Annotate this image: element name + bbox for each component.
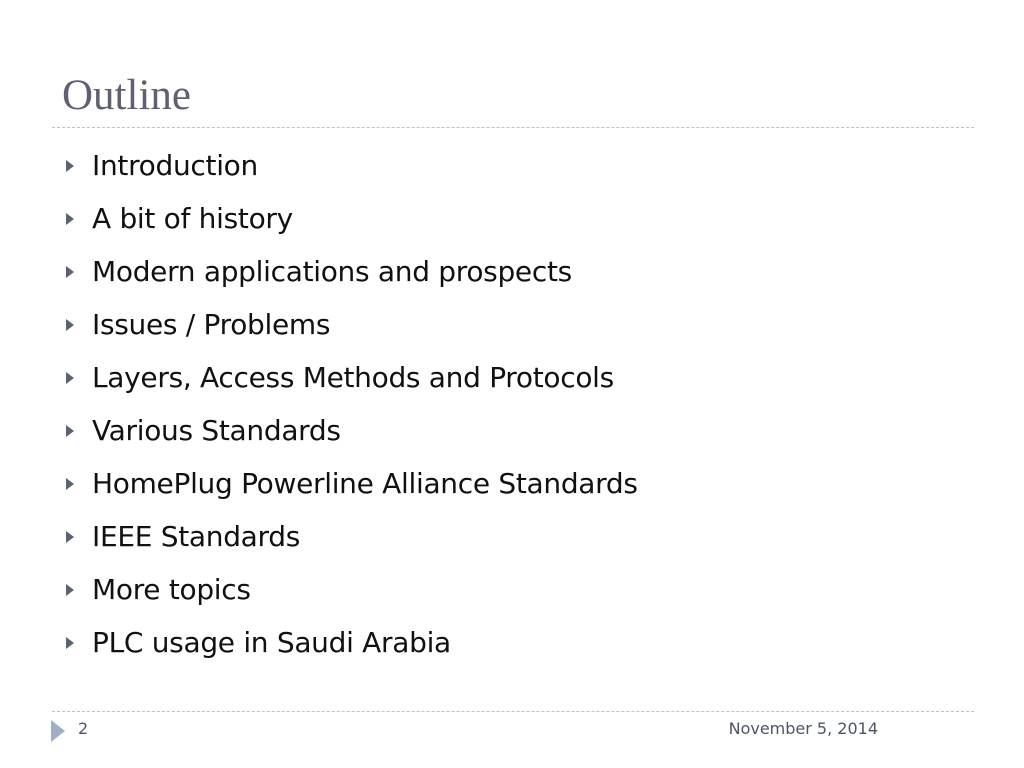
- bullet-text: Introduction: [92, 149, 258, 182]
- list-item: [62, 457, 638, 510]
- triangle-right-icon: [51, 720, 65, 742]
- triangle-right-icon: [66, 584, 74, 596]
- triangle-right-icon: [66, 372, 74, 384]
- bullet-text: IEEE Standards: [92, 520, 301, 553]
- bullet-text: Various Standards: [92, 414, 341, 447]
- bullet-text: HomePlug Powerline Alliance Standards: [92, 467, 638, 500]
- triangle-right-icon: [66, 266, 74, 278]
- list-item: [62, 298, 638, 351]
- triangle-right-icon: [66, 319, 74, 331]
- slide-date: November 5, 2014: [728, 719, 878, 738]
- list-item: [62, 351, 638, 404]
- list-item: [62, 563, 638, 616]
- bullet-text: Issues / Problems: [92, 308, 331, 341]
- bullet-text: A bit of history: [92, 202, 293, 235]
- bullet-text: More topics: [92, 573, 251, 606]
- triangle-right-icon: [66, 637, 74, 649]
- list-item: [62, 404, 638, 457]
- triangle-right-icon: [66, 213, 74, 225]
- list-item: [62, 139, 638, 192]
- bullet-text: Modern applications and prospects: [92, 255, 572, 288]
- list-item: [62, 616, 638, 669]
- outline-list: [62, 139, 638, 669]
- triangle-right-icon: [66, 160, 74, 172]
- bullet-text: Layers, Access Methods and Protocols: [92, 361, 614, 394]
- page-number: 2: [78, 719, 89, 738]
- triangle-right-icon: [66, 531, 74, 543]
- list-item: [62, 510, 638, 563]
- footer-divider: [52, 711, 974, 712]
- slide-title: Outline: [62, 72, 191, 119]
- triangle-right-icon: [66, 425, 74, 437]
- triangle-right-icon: [66, 478, 74, 490]
- bullet-text: PLC usage in Saudi Arabia: [92, 626, 451, 659]
- list-item: [62, 192, 638, 245]
- title-divider: [52, 127, 974, 128]
- list-item: [62, 245, 638, 298]
